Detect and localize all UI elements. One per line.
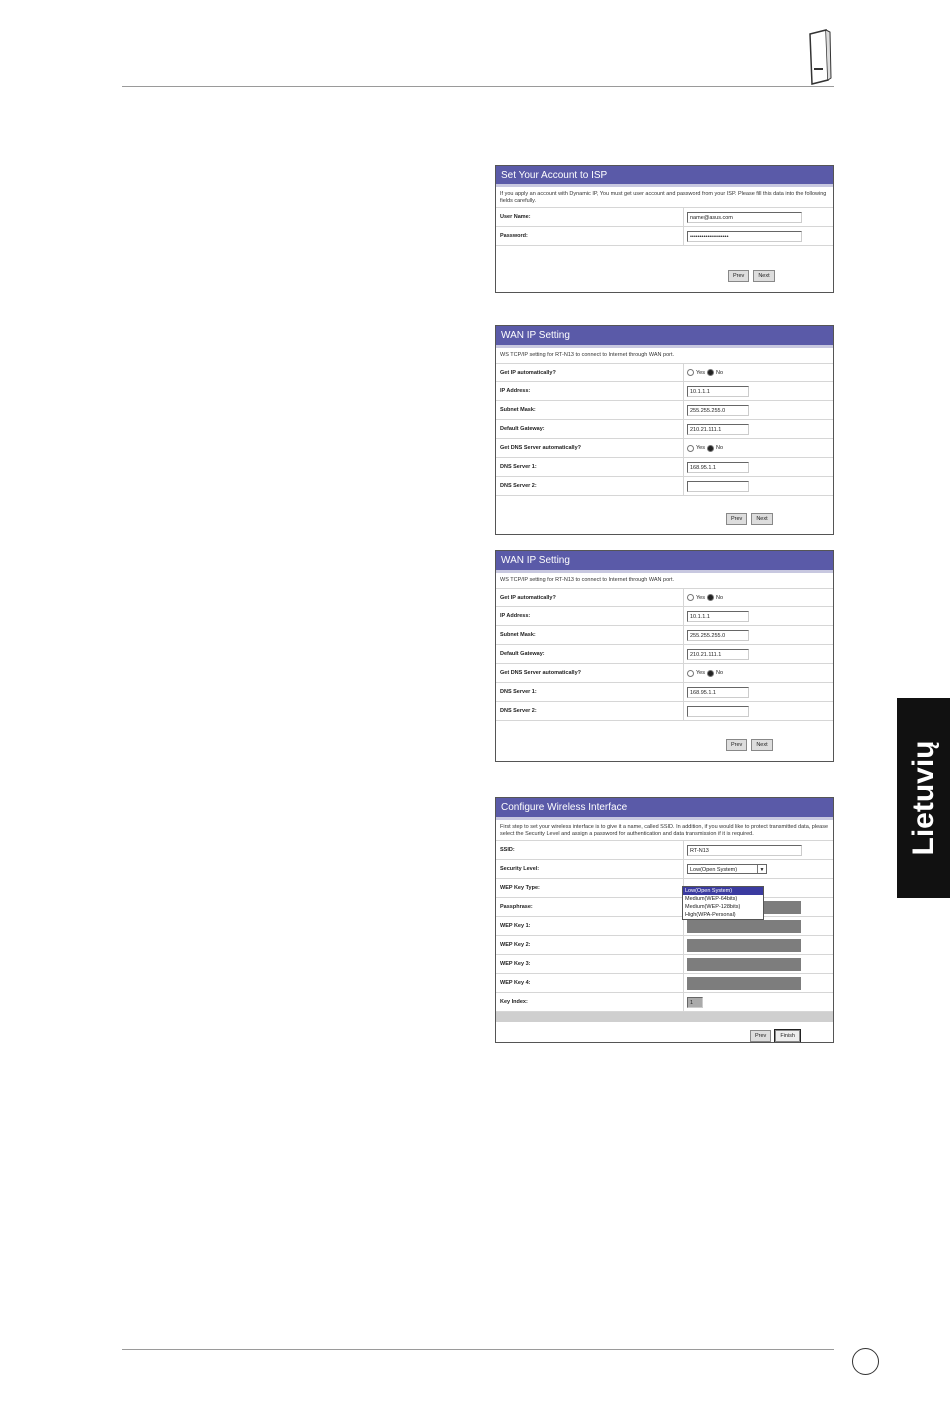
dns-server-1-label: DNS Server 1: bbox=[500, 689, 537, 695]
dns-server-2-row bbox=[496, 702, 833, 721]
passphrase-label: Passphrase: bbox=[500, 904, 533, 910]
dropdown-option[interactable]: High(WPA-Personal) bbox=[685, 912, 736, 918]
prev-button[interactable]: Prev bbox=[728, 270, 749, 282]
panel-title: WAN IP Setting bbox=[496, 326, 833, 348]
ssid-row bbox=[496, 840, 833, 860]
ssid-input[interactable]: RT-N13 bbox=[687, 845, 802, 856]
subnet-mask-row bbox=[496, 401, 833, 420]
get-dns-auto-row bbox=[496, 439, 833, 458]
key-index-row bbox=[496, 993, 833, 1012]
nav-buttons bbox=[728, 270, 775, 282]
ip-address-row bbox=[496, 382, 833, 401]
ssid-label: SSID: bbox=[500, 847, 515, 853]
yes-label: Yes bbox=[696, 369, 705, 376]
key-index-label: Key Index: bbox=[500, 999, 528, 1005]
header-rule bbox=[122, 86, 834, 87]
dropdown-option[interactable]: Medium(WEP-128bits) bbox=[685, 904, 741, 910]
default-gateway-row bbox=[496, 420, 833, 439]
finish-button[interactable]: Finish bbox=[775, 1030, 800, 1042]
dns-server-1-row bbox=[496, 683, 833, 702]
security-level-row bbox=[496, 860, 833, 879]
dns-server-2-label: DNS Server 2: bbox=[500, 708, 537, 714]
dns-server-1-row bbox=[496, 458, 833, 477]
dns-server-2-input[interactable] bbox=[687, 481, 749, 492]
panel-description: WS TCP/IP setting for RT-N13 to connect to Internet through WAN port. bbox=[500, 352, 675, 358]
username-row bbox=[496, 207, 833, 227]
no-radio[interactable] bbox=[707, 369, 714, 376]
get-dns-auto-label: Get DNS Server automatically? bbox=[500, 445, 582, 451]
get-dns-auto-label: Get DNS Server automatically? bbox=[500, 670, 582, 676]
panel-description: First step to set your wireless interface is to give it a name, called SSID. In addition, if you would like to protect transmitted data, please select the Security Level and assign a password for authentication and data transmission if it is required. bbox=[500, 824, 829, 837]
ip-address-input[interactable]: 10.1.1.1 bbox=[687, 611, 749, 622]
router-icon bbox=[806, 28, 832, 86]
subnet-mask-row bbox=[496, 626, 833, 645]
prev-button[interactable]: Prev bbox=[726, 513, 747, 525]
no-radio[interactable] bbox=[707, 445, 714, 452]
next-button[interactable]: Next bbox=[751, 513, 772, 525]
security-level-select[interactable] bbox=[687, 864, 767, 874]
wep-key-2-label: WEP Key 2: bbox=[500, 942, 531, 948]
wep-key-1-input bbox=[687, 920, 801, 933]
security-level-label: Security Level: bbox=[500, 866, 540, 872]
default-gateway-input[interactable]: 210.21.111.1 bbox=[687, 424, 749, 435]
dns-server-1-input[interactable]: 168.95.1.1 bbox=[687, 687, 749, 698]
isp-account-panel bbox=[495, 165, 834, 293]
wan-ip-panel-2 bbox=[495, 550, 834, 762]
next-button[interactable]: Next bbox=[753, 270, 774, 282]
yes-radio[interactable] bbox=[687, 369, 694, 376]
yes-radio[interactable] bbox=[687, 594, 694, 601]
yes-label: Yes bbox=[696, 594, 705, 601]
get-ip-auto-label: Get IP automatically? bbox=[500, 594, 556, 601]
dropdown-option[interactable]: Low(Open System) bbox=[683, 887, 763, 895]
wep-key-1-label: WEP Key 1: bbox=[500, 923, 531, 929]
footer-bar bbox=[496, 1012, 833, 1022]
language-tab bbox=[897, 698, 950, 898]
chevron-down-icon[interactable]: ▼ bbox=[757, 865, 766, 873]
dns-server-2-row bbox=[496, 477, 833, 496]
get-ip-auto-row bbox=[496, 363, 833, 382]
get-dns-auto-radio[interactable] bbox=[687, 445, 723, 452]
wep-key-2-input bbox=[687, 939, 801, 952]
subnet-mask-label: Subnet Mask: bbox=[500, 632, 536, 638]
footer-rule bbox=[122, 1349, 834, 1350]
language-tab-label: Lietuvių bbox=[906, 740, 940, 856]
yes-radio[interactable] bbox=[687, 445, 694, 452]
wep-key-3-label: WEP Key 3: bbox=[500, 961, 531, 967]
security-level-value: Low(Open System) bbox=[690, 867, 738, 873]
dns-server-1-label: DNS Server 1: bbox=[500, 464, 537, 470]
password-input[interactable]: •••••••••••••••••••• bbox=[687, 231, 802, 242]
page-number-circle bbox=[852, 1348, 879, 1375]
yes-label: Yes bbox=[696, 445, 705, 451]
ip-address-label: IP Address: bbox=[500, 388, 531, 394]
yes-radio[interactable] bbox=[687, 670, 694, 677]
get-dns-auto-row bbox=[496, 664, 833, 683]
next-button[interactable]: Next bbox=[751, 739, 772, 751]
wan-ip-panel bbox=[495, 325, 834, 535]
no-radio[interactable] bbox=[707, 670, 714, 677]
no-radio[interactable] bbox=[707, 594, 714, 601]
password-label: Password: bbox=[500, 233, 528, 239]
get-dns-auto-radio[interactable] bbox=[687, 670, 723, 677]
get-ip-auto-label: Get IP automatically? bbox=[500, 369, 556, 376]
nav-buttons bbox=[750, 1030, 800, 1042]
subnet-mask-input[interactable]: 255.255.255.0 bbox=[687, 630, 749, 641]
yes-label: Yes bbox=[696, 670, 705, 676]
ip-address-row bbox=[496, 607, 833, 626]
get-ip-auto-radio[interactable] bbox=[687, 594, 723, 601]
password-row bbox=[496, 227, 833, 246]
username-label: User Name: bbox=[500, 214, 531, 220]
default-gateway-row bbox=[496, 645, 833, 664]
no-label: No bbox=[715, 369, 724, 376]
no-label: No bbox=[715, 445, 724, 451]
nav-buttons bbox=[726, 739, 773, 751]
wep-key-2-row bbox=[496, 936, 833, 955]
wep-key-4-label: WEP Key 4: bbox=[500, 980, 531, 986]
no-label: No bbox=[715, 594, 724, 601]
prev-button[interactable]: Prev bbox=[726, 739, 747, 751]
default-gateway-input[interactable]: 210.21.111.1 bbox=[687, 649, 749, 660]
ip-address-input[interactable]: 10.1.1.1 bbox=[687, 386, 749, 397]
wep-key-4-input bbox=[687, 977, 801, 990]
wep-key-4-row bbox=[496, 974, 833, 993]
dns-server-1-input[interactable]: 168.95.1.1 bbox=[687, 462, 749, 473]
wep-key-type-label: WEP Key Type: bbox=[500, 885, 540, 891]
wep-key-3-row bbox=[496, 955, 833, 974]
default-gateway-label: Default Gateway: bbox=[500, 651, 545, 657]
prev-button[interactable]: Prev bbox=[750, 1030, 771, 1042]
dns-server-2-input[interactable] bbox=[687, 706, 749, 717]
panel-title: WAN IP Setting bbox=[496, 551, 833, 573]
security-level-dropdown[interactable] bbox=[682, 886, 764, 920]
get-ip-auto-radio[interactable] bbox=[687, 369, 723, 376]
passphrase-row bbox=[496, 898, 833, 917]
wep-key-type-row bbox=[496, 879, 833, 898]
subnet-mask-input[interactable]: 255.255.255.0 bbox=[687, 405, 749, 416]
default-gateway-label: Default Gateway: bbox=[500, 426, 545, 432]
panel-title: Configure Wireless Interface bbox=[496, 798, 833, 820]
wep-key-3-input bbox=[687, 958, 801, 971]
username-input[interactable]: name@asus.com bbox=[687, 212, 802, 223]
nav-buttons bbox=[726, 513, 773, 525]
ip-address-label: IP Address: bbox=[500, 613, 531, 619]
wep-key-1-row bbox=[496, 917, 833, 936]
dropdown-option[interactable]: Medium(WEP-64bits) bbox=[685, 896, 738, 902]
panel-description: WS TCP/IP setting for RT-N13 to connect to Internet through WAN port. bbox=[500, 577, 675, 583]
subnet-mask-label: Subnet Mask: bbox=[500, 407, 536, 413]
wireless-panel bbox=[495, 797, 834, 1043]
panel-title: Set Your Account to ISP bbox=[496, 166, 833, 187]
dns-server-2-label: DNS Server 2: bbox=[500, 483, 537, 489]
key-index-select[interactable]: 1 bbox=[687, 997, 703, 1008]
panel-description: If you apply an account with Dynamic IP, You must get user account and password from your ISP. Please fill this data into the following fields carefully. bbox=[500, 191, 827, 204]
get-ip-auto-row bbox=[496, 588, 833, 607]
no-label: No bbox=[715, 670, 724, 676]
